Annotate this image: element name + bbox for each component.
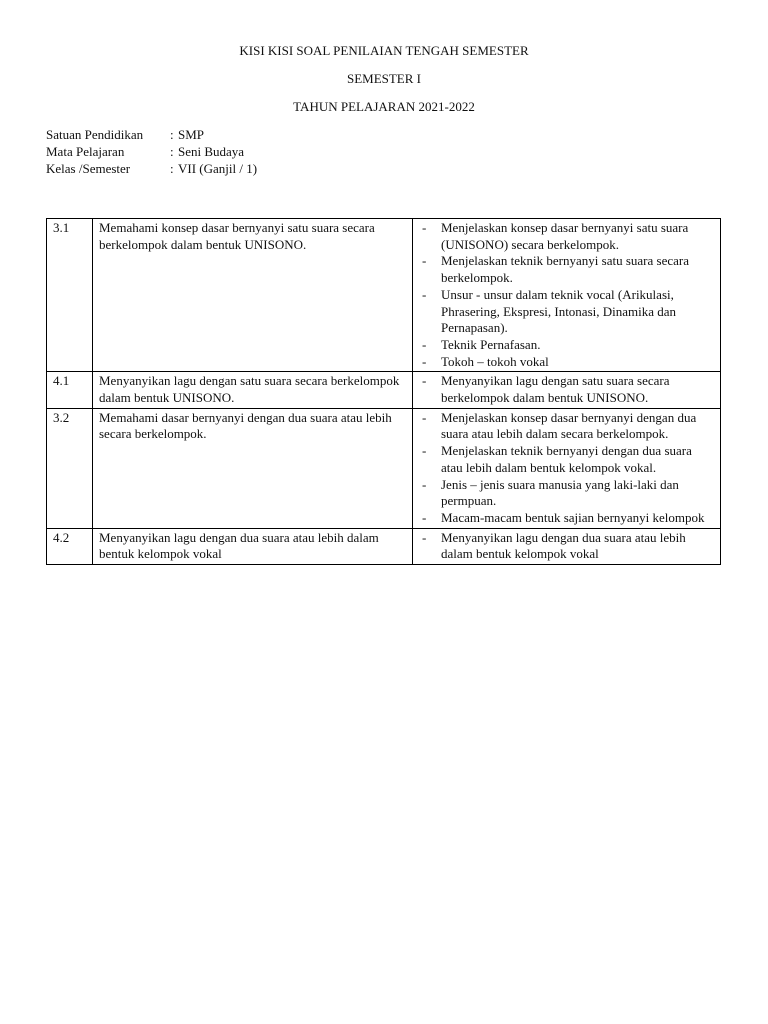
meta-value: VII (Ganjil / 1) xyxy=(178,161,258,176)
meta-label: Kelas /Semester xyxy=(46,161,131,176)
indicator-item: - Teknik Pernafasan. xyxy=(419,337,715,354)
kd-number: 4.2 xyxy=(47,528,93,564)
indicator-item: - Menyanyikan lagu dengan satu suara secara berkelompok dalam bentuk UNISONO. xyxy=(419,373,715,406)
meta-label: Mata Pelajaran xyxy=(46,144,125,159)
table-row xyxy=(47,528,721,564)
indicator-item: - Jenis – jenis suara manusia yang laki-laki dan permpuan. xyxy=(419,477,715,510)
indicator-list xyxy=(419,410,715,527)
meta-label: Satuan Pendidikan xyxy=(46,127,144,142)
indicator-item: - Menyanyikan lagu dengan dua suara atau lebih dalam bentuk kelompok vokal xyxy=(419,530,715,563)
kisi-kisi-table xyxy=(46,218,721,565)
indicator-cell xyxy=(413,372,721,408)
kd-description: Menyanyikan lagu dengan satu suara secara berkelompok dalam bentuk UNISONO. xyxy=(93,372,413,408)
meta-value: SMP xyxy=(178,127,205,142)
kd-number: 3.1 xyxy=(47,219,93,372)
document-title: KISI KISI SOAL PENILAIAN TENGAH SEMESTER xyxy=(239,43,529,58)
indicator-item: - Menjelaskan teknik bernyanyi satu suara secara berkelompok. xyxy=(419,253,715,286)
meta-separator: : xyxy=(170,127,174,142)
meta-separator: : xyxy=(170,144,174,159)
indicator-item: - Menjelaskan konsep dasar bernyanyi satu suara (UNISONO) secara berkelompok. xyxy=(419,220,715,253)
meta-row-mata-pelajaran xyxy=(46,143,257,160)
table-row xyxy=(47,219,721,372)
indicator-cell xyxy=(413,219,721,372)
indicator-item: - Menjelaskan konsep dasar bernyanyi dengan dua suara atau lebih dalam secara berkelompok. xyxy=(419,410,715,443)
indicator-list xyxy=(419,373,715,406)
meta-separator: : xyxy=(170,161,174,176)
kd-description: Memahami dasar bernyanyi dengan dua suara atau lebih secara berkelompok. xyxy=(93,408,413,528)
meta-row-kelas-semester xyxy=(46,160,257,177)
meta-row-satuan-pendidikan xyxy=(46,126,257,143)
identity-block xyxy=(46,126,257,177)
indicator-item: - Macam-macam bentuk sajian bernyanyi kelompok xyxy=(419,510,715,527)
kd-description: Menyanyikan lagu dengan dua suara atau lebih dalam bentuk kelompok vokal xyxy=(93,528,413,564)
indicator-list xyxy=(419,530,715,563)
indicator-item: - Tokoh – tokoh vokal xyxy=(419,354,715,371)
academic-year-heading: TAHUN PELAJARAN 2021-2022 xyxy=(293,99,475,114)
table-row xyxy=(47,408,721,528)
indicator-item: - Unsur - unsur dalam teknik vocal (Arikulasi, Phrasering, Ekspresi, Intonasi, Dinamika dan Pernapasan). xyxy=(419,287,715,337)
meta-value: Seni Budaya xyxy=(178,144,245,159)
indicator-cell xyxy=(413,528,721,564)
kd-number: 4.1 xyxy=(47,372,93,408)
table-row xyxy=(47,372,721,408)
indicator-cell xyxy=(413,408,721,528)
kd-number: 3.2 xyxy=(47,408,93,528)
indicator-item: - Menjelaskan teknik bernyanyi dengan dua suara atau lebih dalam bentuk kelompok vokal. xyxy=(419,443,715,476)
semester-heading: SEMESTER I xyxy=(346,71,422,86)
indicator-list xyxy=(419,220,715,370)
kd-description: Memahami konsep dasar bernyanyi satu suara secara berkelompok dalam bentuk UNISONO. xyxy=(93,219,413,372)
